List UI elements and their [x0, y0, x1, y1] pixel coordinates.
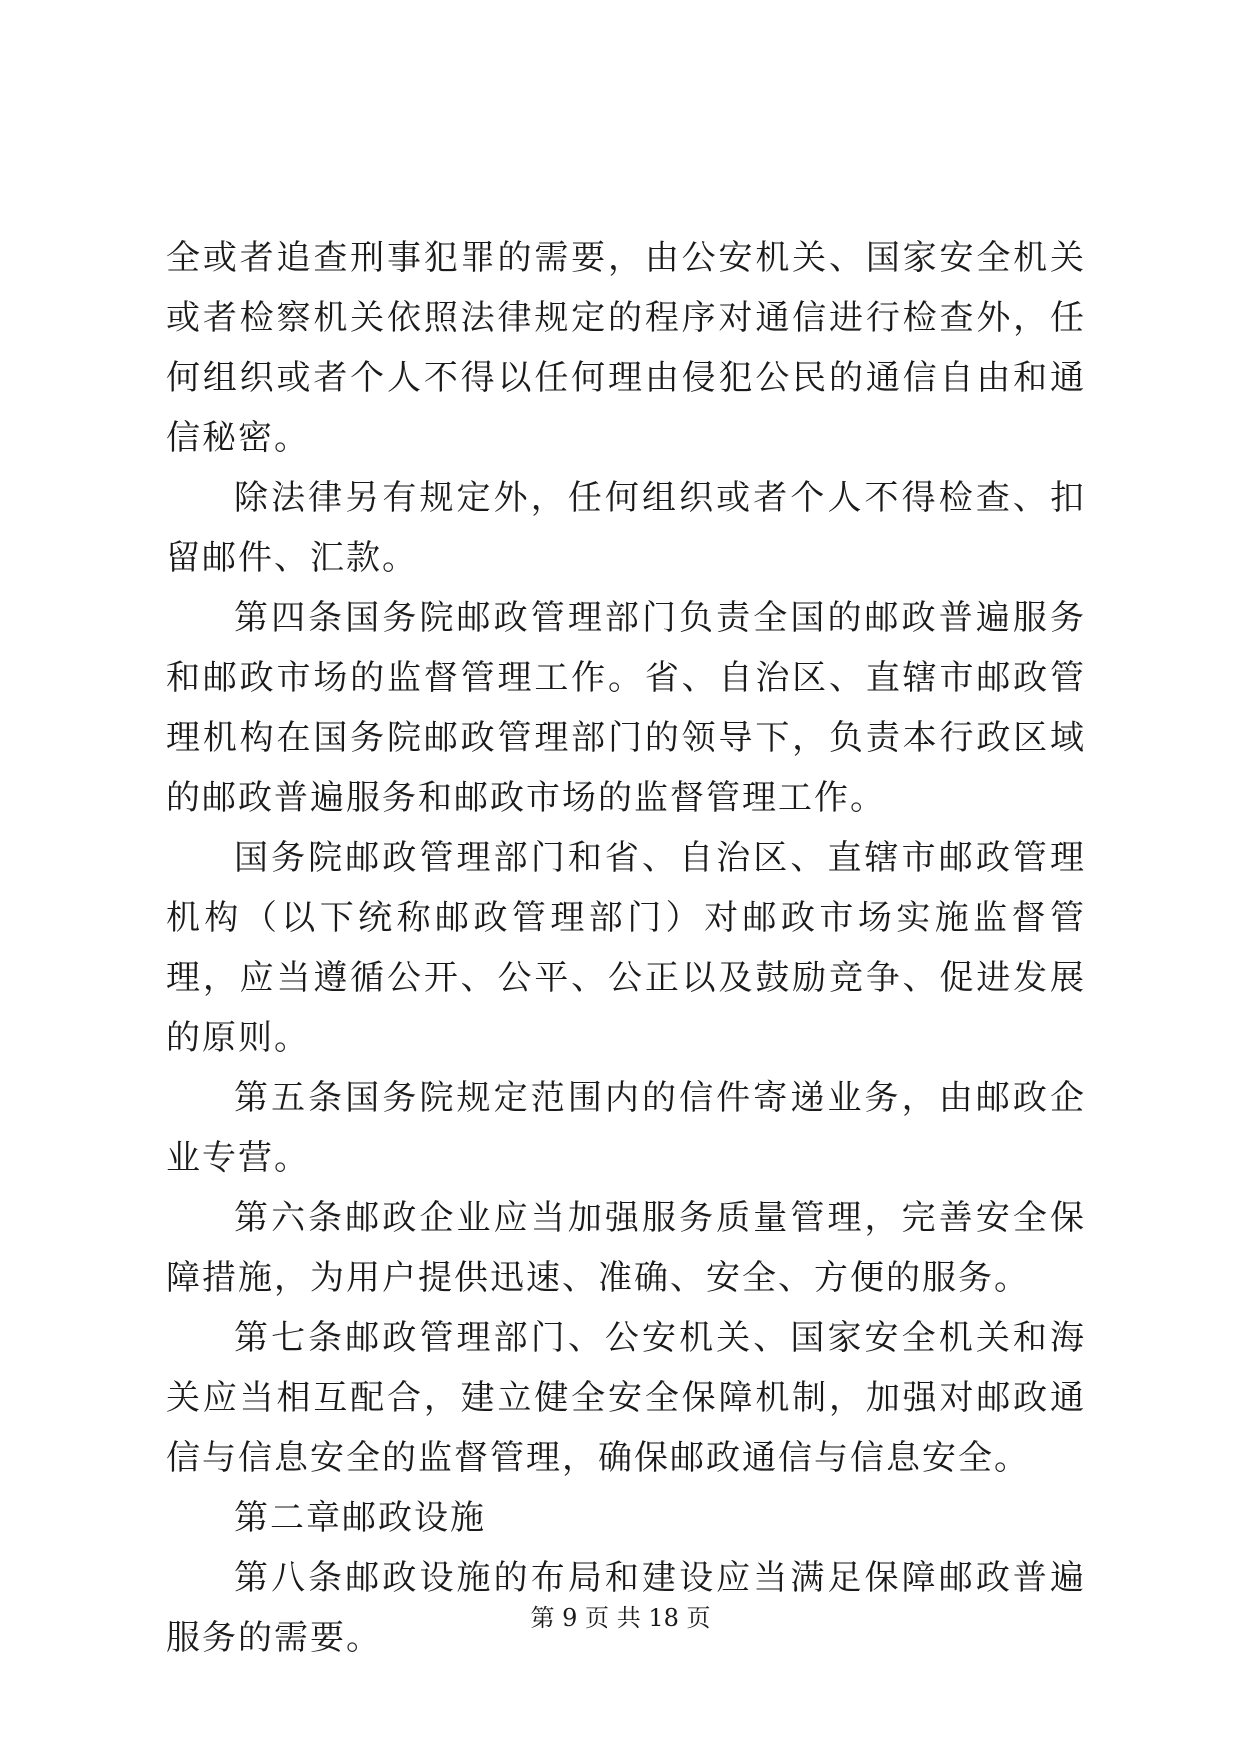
paragraph-8: 第八条邮政设施的布局和建设应当满足保障邮政普遍服务的需要。	[166, 1558, 1086, 1658]
current-page-number: 第 9 页	[530, 1604, 610, 1632]
paragraph-7: 第七条邮政管理部门、公安机关、国家安全机关和海关应当相互配合，建立健全安全保障机制，加强对邮政通信与信息安全的监督管理，确保邮政通信与信息安全。	[166, 1318, 1086, 1478]
paragraph-5: 第五条国务院规定范围内的信件寄递业务，由邮政企业专营。	[166, 1078, 1086, 1178]
paragraph-1: 全或者追查刑事犯罪的需要，由公安机关、国家安全机关或者检察机关依照法律规定的程序对通信进行检查外，任何组织或者个人不得以任何理由侵犯公民的通信自由和通信秘密。	[166, 238, 1086, 458]
chapter-heading: 第二章邮政设施	[234, 1498, 486, 1538]
paragraph-3: 第四条国务院邮政管理部门负责全国的邮政普遍服务和邮政市场的监督管理工作。省、自治区、直辖市邮政管理机构在国务院邮政管理部门的领导下，负责本行政区域的邮政普遍服务和邮政市场的监督管理工作。	[166, 598, 1086, 818]
total-page-count: 共 18 页	[616, 1604, 711, 1632]
paragraph-4: 国务院邮政管理部门和省、自治区、直辖市邮政管理机构（以下统称邮政管理部门）对邮政市场实施监督管理，应当遵循公开、公平、公正以及鼓励竞争、促进发展的原则。	[166, 838, 1086, 1058]
document-body	[166, 228, 1086, 1668]
paragraph-2: 除法律另有规定外，任何组织或者个人不得检查、扣留邮件、汇款。	[166, 478, 1086, 578]
page-footer	[0, 1598, 1241, 1633]
paragraph-6: 第六条邮政企业应当加强服务质量管理，完善安全保障措施，为用户提供迅速、准确、安全、方便的服务。	[166, 1198, 1086, 1298]
